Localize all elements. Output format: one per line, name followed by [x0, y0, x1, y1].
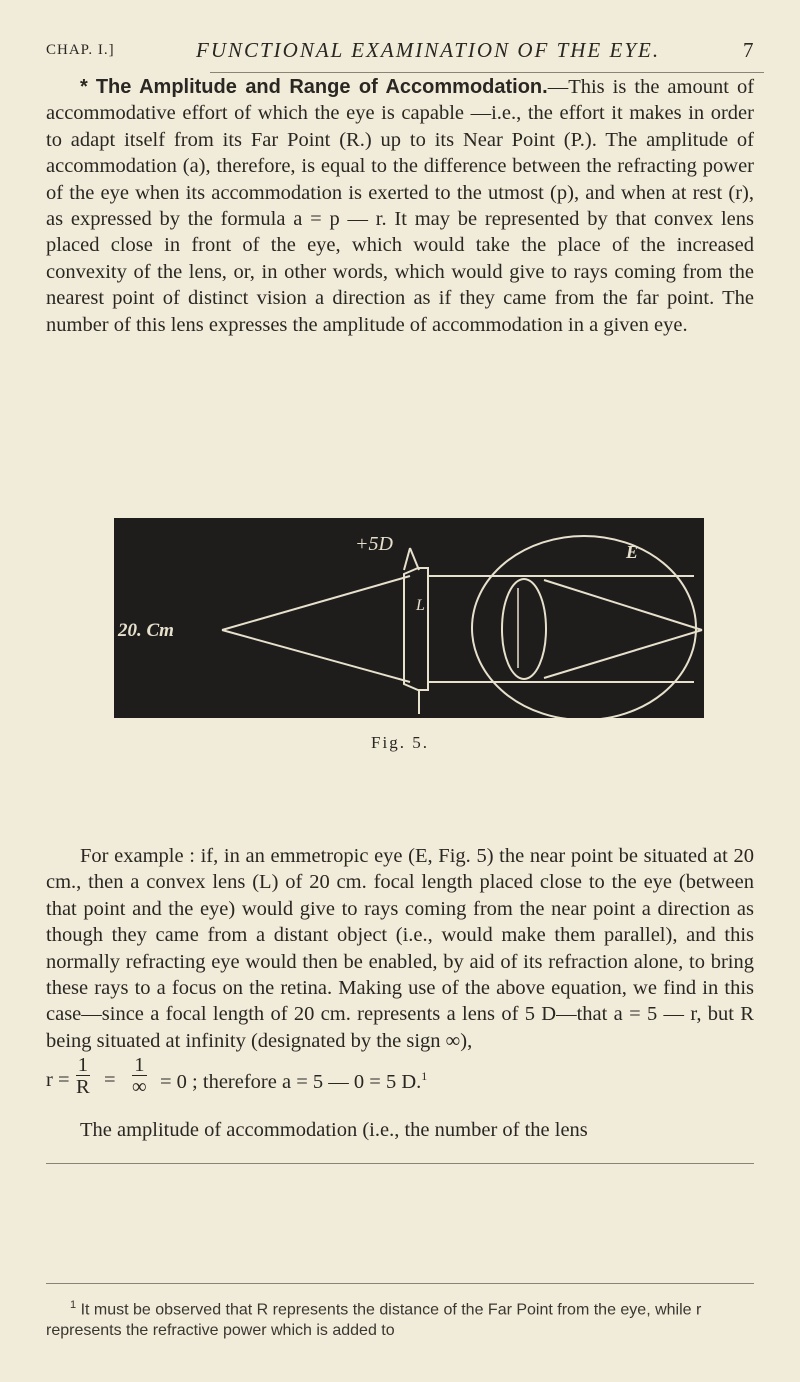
- running-title: FUNCTIONAL EXAMINATION OF THE EYE.: [196, 38, 661, 62]
- eye-label: E: [626, 542, 639, 562]
- footnote-text: It must be observed that R represents the distance of the Far Point from the eye, while r represents the refractive power which is added to: [46, 1301, 702, 1340]
- footnote: [46, 1295, 754, 1341]
- example-paragraph: For example : if, in an emmetropic eye (E, Fig. 5) the near point be situated at 20 cm., then a convex lens (L) of 20 cm. focal length placed close to the eye (between that point and the eye) would give to rays coming from the near point a direction as though they came from a distant object (i.e., would make them parallel), and this normally refracting eye would then be enabled, by aid of its refraction alone, to bring these rays to a focus on the retina. Making use of the above equation, we find in this case—since a focal length of 20 cm. represents a lens of 5 D—that a = 5 — r, but R being situated at infinity (designated by the sign ∞),: [46, 845, 754, 1052]
- header-rule: [210, 72, 764, 73]
- footnote-reference: 1: [421, 1069, 428, 1083]
- distance-label: 20. Cm: [118, 620, 174, 641]
- page-number: 7: [743, 38, 754, 62]
- formula-equals: =: [104, 1069, 116, 1091]
- lens-label: L: [416, 597, 425, 614]
- figure-5-diagram: [114, 518, 704, 718]
- fraction-1-denominator: R: [76, 1076, 90, 1098]
- formula-result-text: = 0 ; therefore a = 5 — 0 = 5 D.: [160, 1070, 422, 1093]
- section-paragraph: [46, 74, 754, 338]
- fraction-2-denominator: ∞: [132, 1076, 147, 1098]
- footnote-rule: [46, 1283, 754, 1284]
- fraction-1-over-R: [76, 1055, 90, 1098]
- formula-result: [160, 1069, 427, 1094]
- footnote-rule-top: [46, 1163, 754, 1164]
- fraction-1-numerator: 1: [77, 1054, 88, 1076]
- formula-line: [46, 1055, 754, 1113]
- chapter-marker: CHAP. I.]: [46, 42, 115, 58]
- running-head: [46, 38, 754, 68]
- continuation-paragraph: The amplitude of accommodation (i.e., the number of the lens: [80, 1119, 588, 1141]
- figure-caption: Fig. 5.: [371, 733, 429, 752]
- fraction-1-over-infinity: [132, 1055, 147, 1098]
- section-heading: The Amplitude and Range of Accommodation.: [95, 76, 548, 98]
- section-body: —This is the amount of accommodative effort of which the eye is capable —i.e., the effort it makes in order to adapt itself from its Far Point (R.) up to its Near Point (P.). The amplitude of accommodation (a), therefore, is equal to the difference between the refracting power of the eye when its accommodation is exerted to the utmost (p), and when at rest (r), as expressed by the formula a = p — r. It may be represented by that convex lens placed close in front of the eye, which would take the place of the increased convexity of the lens, or, in other words, which would give to rays coming from the nearest point of distinct vision a direction as if they came from the far point. The number of this lens expresses the amplitude of accommodation in a given eye.: [46, 76, 755, 336]
- footnote-marker: 1: [70, 1299, 77, 1311]
- lens-power-label: +5D: [355, 533, 393, 555]
- lens-eye-diagram: [114, 518, 704, 718]
- fraction-2-numerator: 1: [134, 1054, 145, 1076]
- formula-lhs: r =: [46, 1069, 70, 1091]
- section-marker: *: [80, 76, 88, 98]
